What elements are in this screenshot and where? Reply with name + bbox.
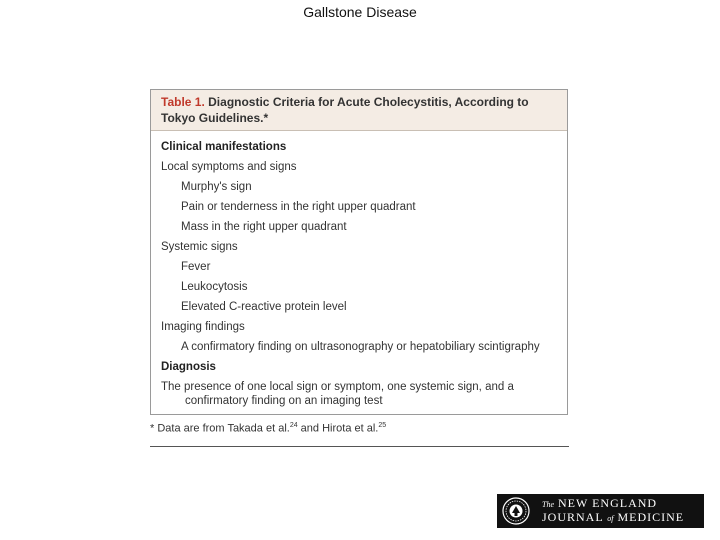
- nejm-logo: [497, 494, 704, 528]
- table-row: Mass in the right upper quadrant: [181, 221, 347, 233]
- nejm-seal-icon: [502, 497, 530, 525]
- table-label: Table 1.: [161, 95, 205, 109]
- footnote-rule: [150, 446, 569, 447]
- criteria-table: [150, 89, 568, 415]
- table-row: The presence of one local sign or symptom, one systemic sign, and a confirmatory finding on an imaging test: [161, 381, 514, 407]
- table-row: Elevated C-reactive protein level: [181, 301, 347, 313]
- table-row: Imaging findings: [161, 321, 245, 333]
- footnote: [150, 422, 386, 435]
- footnote-middle: and Hirota et al.: [297, 422, 379, 435]
- table-row: Diagnosis: [161, 361, 216, 373]
- table-row: Murphy's sign: [181, 181, 252, 193]
- table-row: Clinical manifestations: [161, 141, 287, 153]
- footnote-ref-25: 25: [378, 422, 387, 429]
- table-caption: [151, 90, 567, 131]
- table-row: A confirmatory finding on ultrasonography or hepatobiliary scintigraphy: [181, 341, 540, 353]
- footnote-ref-24: 24: [289, 422, 298, 429]
- table-body: [151, 131, 567, 408]
- table-row: Fever: [181, 261, 211, 273]
- table-row: Leukocytosis: [181, 281, 248, 293]
- table-row: Pain or tenderness in the right upper quadrant: [181, 201, 416, 213]
- slide-title: Gallstone Disease: [303, 4, 417, 20]
- footnote-prefix: * Data are from Takada et al.: [150, 422, 290, 435]
- table-row: Local symptoms and signs: [161, 161, 297, 173]
- table-row: Systemic signs: [161, 241, 238, 253]
- table-caption-text: Diagnostic Criteria for Acute Cholecystitis, According to Tokyo Guidelines.*: [161, 95, 529, 125]
- nejm-wordmark: The NEW ENGLAND JOURNAL of MEDICINE: [542, 496, 685, 524]
